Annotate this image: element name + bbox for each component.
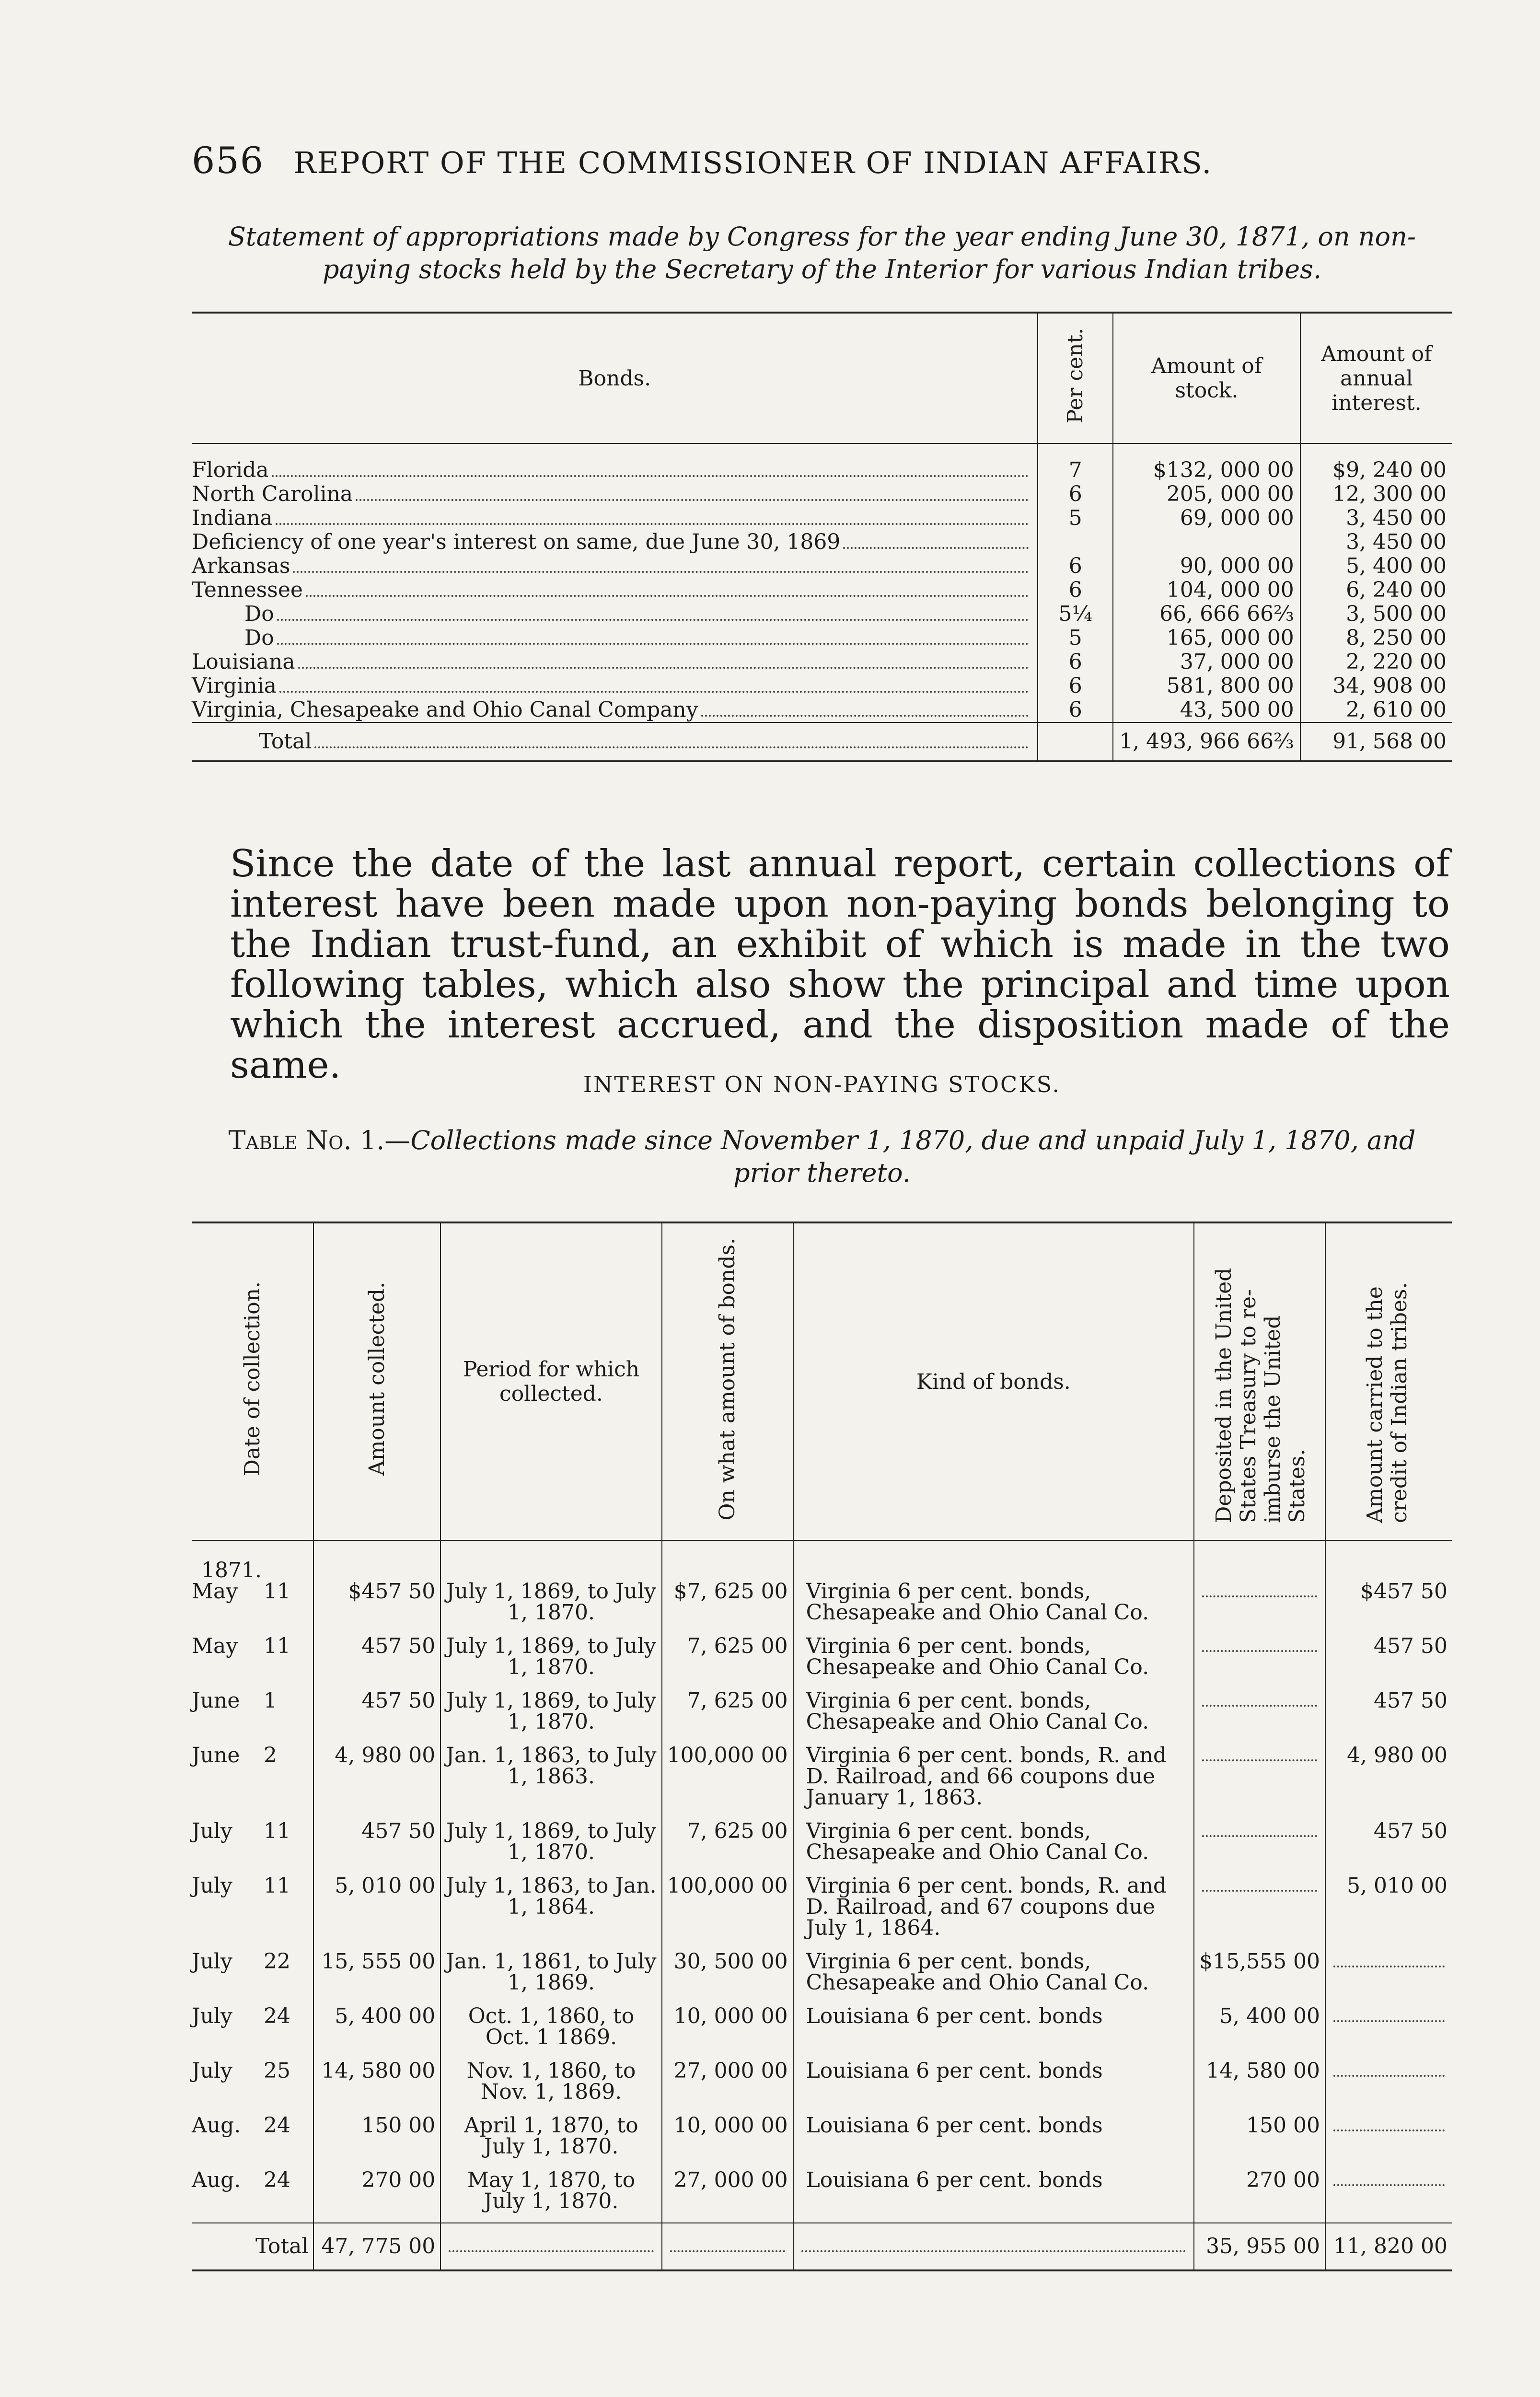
bond-kind: Louisiana 6 per cent. bonds xyxy=(793,2004,1194,2059)
bond-amount: 27, 000 00 xyxy=(662,2059,793,2113)
collection-period: July 1, 1869, to July 1, 1870. xyxy=(440,1688,661,1743)
collection-period: May 1, 1870, to July 1, 1870. xyxy=(440,2168,661,2223)
amount-collected: 150 00 xyxy=(313,2113,440,2168)
collection-row xyxy=(192,1873,1452,1949)
page-number: 656 xyxy=(192,139,265,182)
bond-amount: 100,000 00 xyxy=(662,1873,793,1949)
collection-period: July 1, 1869, to July 1, 1870. xyxy=(440,1634,661,1688)
bond-percent: 6 xyxy=(1038,578,1113,602)
bond-percent: 6 xyxy=(1038,674,1113,698)
appropriations-row xyxy=(192,530,1452,554)
bond-percent xyxy=(1038,530,1113,554)
bond-stock: 165, 000 00 xyxy=(1113,626,1300,650)
deposited-amount xyxy=(1194,1688,1325,1743)
collection-date: Aug. 24 xyxy=(192,2113,290,2138)
total-stock: 1, 493, 966 66⅔ xyxy=(1113,722,1300,761)
bond-interest: 3, 500 00 xyxy=(1300,602,1452,626)
collection-row xyxy=(192,1743,1452,1819)
bond-kind: Louisiana 6 per cent. bonds xyxy=(793,2168,1194,2223)
collection-row xyxy=(192,2059,1452,2113)
bond-interest: 34, 908 00 xyxy=(1300,674,1452,698)
collection-period: April 1, 1870, to July 1, 1870. xyxy=(440,2113,661,2168)
col-credit: Amount carried to the credit of Indian tribes. xyxy=(1325,1222,1452,1540)
table1-caption: Table No. 1.—Collections made since November 1, 1870, due and unpaid July 1, 1870, and prior thereto. xyxy=(228,1125,1416,1188)
amount-collected: $457 50 xyxy=(313,1540,440,1634)
section-title: INTEREST ON NON-PAYING STOCKS. xyxy=(583,1071,1061,1097)
bond-percent: 5 xyxy=(1038,506,1113,530)
bond-interest: 2, 220 00 xyxy=(1300,650,1452,674)
bond-amount: 27, 000 00 xyxy=(662,2168,793,2223)
bond-kind: Virginia 6 per cent. bonds, R. and D. Railroad, and 66 coupons due January 1, 1863. xyxy=(793,1743,1194,1819)
collection-date: July 22 xyxy=(192,1949,290,1974)
col-amount-collected: Amount collected. xyxy=(313,1222,440,1540)
collection-date: 1871. May 11 xyxy=(192,1540,313,1634)
collection-period: Jan. 1, 1863, to July 1, 1863. xyxy=(440,1743,661,1819)
bond-name: North Carolina xyxy=(192,482,353,506)
bond-percent: 6 xyxy=(1038,698,1113,722)
bond-interest: 12, 300 00 xyxy=(1300,482,1452,506)
page-header xyxy=(192,139,1356,182)
amount-collected: 5, 400 00 xyxy=(313,2004,440,2059)
col-annual-interest: Amount of annual interest. xyxy=(1300,313,1452,443)
collection-row xyxy=(192,1688,1452,1743)
collections-header-row xyxy=(192,1222,1452,1540)
bond-kind: Virginia 6 per cent. bonds, Chesapeake and Ohio Canal Co. xyxy=(793,1819,1194,1873)
running-title: REPORT OF THE COMMISSIONER OF INDIAN AFFAIRS. xyxy=(293,145,1213,180)
appropriations-header-row xyxy=(192,313,1452,443)
collection-date: July 11 xyxy=(192,1819,290,1843)
collection-date: June 1 xyxy=(192,1688,277,1713)
col-kind-of-bonds: Kind of bonds. xyxy=(793,1222,1194,1540)
credit-amount xyxy=(1325,2059,1452,2113)
appropriations-row xyxy=(192,578,1452,602)
amount-collected: 4, 980 00 xyxy=(313,1743,440,1819)
credit-amount: 457 50 xyxy=(1325,1688,1452,1743)
deposited-amount: 5, 400 00 xyxy=(1194,2004,1325,2059)
bond-amount: 10, 000 00 xyxy=(662,2004,793,2059)
bond-name: Do xyxy=(244,626,274,650)
bond-kind: Virginia 6 per cent. bonds, Chesapeake and Ohio Canal Co. xyxy=(793,1540,1194,1634)
bond-percent: 6 xyxy=(1038,554,1113,578)
appropriations-row xyxy=(192,443,1452,482)
collection-year: 1871. xyxy=(201,1558,262,1582)
amount-collected: 270 00 xyxy=(313,2168,440,2223)
amount-collected: 14, 580 00 xyxy=(313,2059,440,2113)
bond-kind: Louisiana 6 per cent. bonds xyxy=(793,2059,1194,2113)
appropriations-row xyxy=(192,698,1452,722)
collection-row xyxy=(192,1819,1452,1873)
amount-collected: 15, 555 00 xyxy=(313,1949,440,2004)
collection-period: Oct. 1, 1860, to Oct. 1 1869. xyxy=(440,2004,661,2059)
credit-amount: 457 50 xyxy=(1325,1819,1452,1873)
credit-amount xyxy=(1325,2113,1452,2168)
bond-interest: 3, 450 00 xyxy=(1300,506,1452,530)
collections-total-row xyxy=(192,2223,1452,2270)
bond-amount: 30, 500 00 xyxy=(662,1949,793,2004)
bond-stock: 581, 800 00 xyxy=(1113,674,1300,698)
bond-stock: 205, 000 00 xyxy=(1113,482,1300,506)
bond-stock: $132, 000 00 xyxy=(1113,443,1300,482)
amount-collected: 457 50 xyxy=(313,1634,440,1688)
amount-collected: 457 50 xyxy=(313,1688,440,1743)
deposited-amount: 14, 580 00 xyxy=(1194,2059,1325,2113)
bond-interest: 5, 400 00 xyxy=(1300,554,1452,578)
col-deposited: Deposited in the United States Treasury to re-imburse the United States. xyxy=(1194,1222,1325,1540)
deposited-amount: $15,555 00 xyxy=(1194,1949,1325,2004)
collection-date: May 11 xyxy=(192,1634,290,1658)
bond-kind: Virginia 6 per cent. bonds, R. and D. Railroad, and 67 coupons due July 1, 1864. xyxy=(793,1873,1194,1949)
collection-date: Aug. 24 xyxy=(192,2168,290,2192)
total-interest: 91, 568 00 xyxy=(1300,722,1452,761)
col-period: Period for which collected. xyxy=(440,1222,661,1540)
collection-row xyxy=(192,1949,1452,2004)
collection-row xyxy=(192,2168,1452,2223)
appropriations-table xyxy=(192,312,1452,762)
bond-percent: 7 xyxy=(1038,443,1113,482)
col-amount-of-stock: Amount of stock. xyxy=(1113,313,1300,443)
collection-date: July 11 xyxy=(192,1873,290,1898)
credit-amount: 5, 010 00 xyxy=(1325,1873,1452,1949)
appropriations-row xyxy=(192,554,1452,578)
bond-stock: 104, 000 00 xyxy=(1113,578,1300,602)
deposited-amount: 150 00 xyxy=(1194,2113,1325,2168)
collections-table xyxy=(192,1222,1452,2271)
deposited-amount xyxy=(1194,1634,1325,1688)
collection-date: July 25 xyxy=(192,2059,290,2083)
col-amount-of-bonds: On what amount of bonds. xyxy=(662,1222,793,1540)
bond-amount: 100,000 00 xyxy=(662,1743,793,1819)
bond-name: Virginia, Chesapeake and Ohio Canal Company xyxy=(192,698,698,722)
bond-name: Indiana xyxy=(192,506,273,530)
col-date: Date of collection. xyxy=(240,1281,265,1477)
bond-name: Do xyxy=(244,602,274,626)
deposited-amount xyxy=(1194,1743,1325,1819)
bond-name: Arkansas xyxy=(192,554,290,578)
credit-amount: $457 50 xyxy=(1325,1540,1452,1634)
appropriations-row xyxy=(192,482,1452,506)
total-deposited: 35, 955 00 xyxy=(1194,2223,1325,2270)
bond-stock: 69, 000 00 xyxy=(1113,506,1300,530)
bond-name: Louisiana xyxy=(192,650,295,674)
amount-collected: 5, 010 00 xyxy=(313,1873,440,1949)
deposited-amount xyxy=(1194,1540,1325,1634)
appropriations-total-row: Total 1, 493, 966 66⅔ 91, 568 00 xyxy=(192,722,1452,761)
appropriations-row xyxy=(192,602,1452,626)
bond-percent: 5 xyxy=(1038,626,1113,650)
bond-name: Virginia xyxy=(192,674,277,698)
collection-period: July 1, 1869, to July 1, 1870. xyxy=(440,1819,661,1873)
deposited-amount xyxy=(1194,1819,1325,1873)
bond-interest: 6, 240 00 xyxy=(1300,578,1452,602)
collection-row xyxy=(192,2113,1452,2168)
bond-stock: 90, 000 00 xyxy=(1113,554,1300,578)
collection-row xyxy=(192,1540,1452,1634)
bond-amount: $7, 625 00 xyxy=(662,1540,793,1634)
credit-amount: 4, 980 00 xyxy=(1325,1743,1452,1819)
collection-period: Nov. 1, 1860, to Nov. 1, 1869. xyxy=(440,2059,661,2113)
bond-percent: 6 xyxy=(1038,482,1113,506)
bond-name: Florida xyxy=(192,458,269,482)
bond-interest: 3, 450 00 xyxy=(1300,530,1452,554)
bond-stock: 66, 666 66⅔ xyxy=(1113,602,1300,626)
credit-amount xyxy=(1325,2168,1452,2223)
collection-period: July 1, 1863, to Jan. 1, 1864. xyxy=(440,1873,661,1949)
bond-kind: Virginia 6 per cent. bonds, Chesapeake and Ohio Canal Co. xyxy=(793,1949,1194,2004)
credit-amount: 457 50 xyxy=(1325,1634,1452,1688)
collection-period: Jan. 1, 1861, to July 1, 1869. xyxy=(440,1949,661,2004)
total-credit: 11, 820 00 xyxy=(1325,2223,1452,2270)
collection-date: July 24 xyxy=(192,2004,290,2028)
amount-collected: 457 50 xyxy=(313,1819,440,1873)
collection-row xyxy=(192,1634,1452,1688)
body-paragraph: Since the date of the last annual report, certain collections of interest have been made upon non-paying bonds belonging to the Indian trust-fund, an exhibit of which is made in the two following tables, which also show the principal and time upon which the interest accrued, and the disposition made of the same. xyxy=(230,842,1450,1087)
bond-amount: 7, 625 00 xyxy=(662,1634,793,1688)
deposited-amount: 270 00 xyxy=(1194,2168,1325,2223)
collection-row xyxy=(192,2004,1452,2059)
col-bonds: Bonds. xyxy=(578,366,651,391)
bond-percent: 5¼ xyxy=(1038,602,1113,626)
bond-stock xyxy=(1113,530,1300,554)
bond-amount: 7, 625 00 xyxy=(662,1819,793,1873)
bond-kind: Virginia 6 per cent. bonds, Chesapeake and Ohio Canal Co. xyxy=(793,1688,1194,1743)
appropriations-row xyxy=(192,626,1452,650)
bond-stock: 37, 000 00 xyxy=(1113,650,1300,674)
credit-amount xyxy=(1325,1949,1452,2004)
appropriations-row xyxy=(192,650,1452,674)
collection-date: June 2 xyxy=(192,1743,277,1768)
bond-interest: $9, 240 00 xyxy=(1300,443,1452,482)
credit-amount xyxy=(1325,2004,1452,2059)
bond-kind: Louisiana 6 per cent. bonds xyxy=(793,2113,1194,2168)
bond-name: Tennessee xyxy=(192,578,303,602)
statement-caption: Statement of appropriations made by Congress for the year ending June 30, 1871, on non-paying stocks held by the Secretary of the Interior for various Indian tribes. xyxy=(228,221,1416,284)
collection-period: July 1, 1869, to July 1, 1870. xyxy=(440,1540,661,1634)
bond-amount: 7, 625 00 xyxy=(662,1688,793,1743)
bond-interest: 8, 250 00 xyxy=(1300,626,1452,650)
bond-kind: Virginia 6 per cent. bonds, Chesapeake and Ohio Canal Co. xyxy=(793,1634,1194,1688)
col-per-cent: Per cent. xyxy=(1038,313,1113,443)
appropriations-row xyxy=(192,674,1452,698)
bond-amount: 10, 000 00 xyxy=(662,2113,793,2168)
deposited-amount xyxy=(1194,1873,1325,1949)
total-label: Total xyxy=(255,2234,309,2258)
appropriations-row xyxy=(192,506,1452,530)
bond-percent: 6 xyxy=(1038,650,1113,674)
bond-interest: 2, 610 00 xyxy=(1300,698,1452,722)
bond-name: Deficiency of one year's interest on same, due June 30, 1869 xyxy=(192,530,841,554)
total-collected: 47, 775 00 xyxy=(313,2223,440,2270)
bond-stock: 43, 500 00 xyxy=(1113,698,1300,722)
